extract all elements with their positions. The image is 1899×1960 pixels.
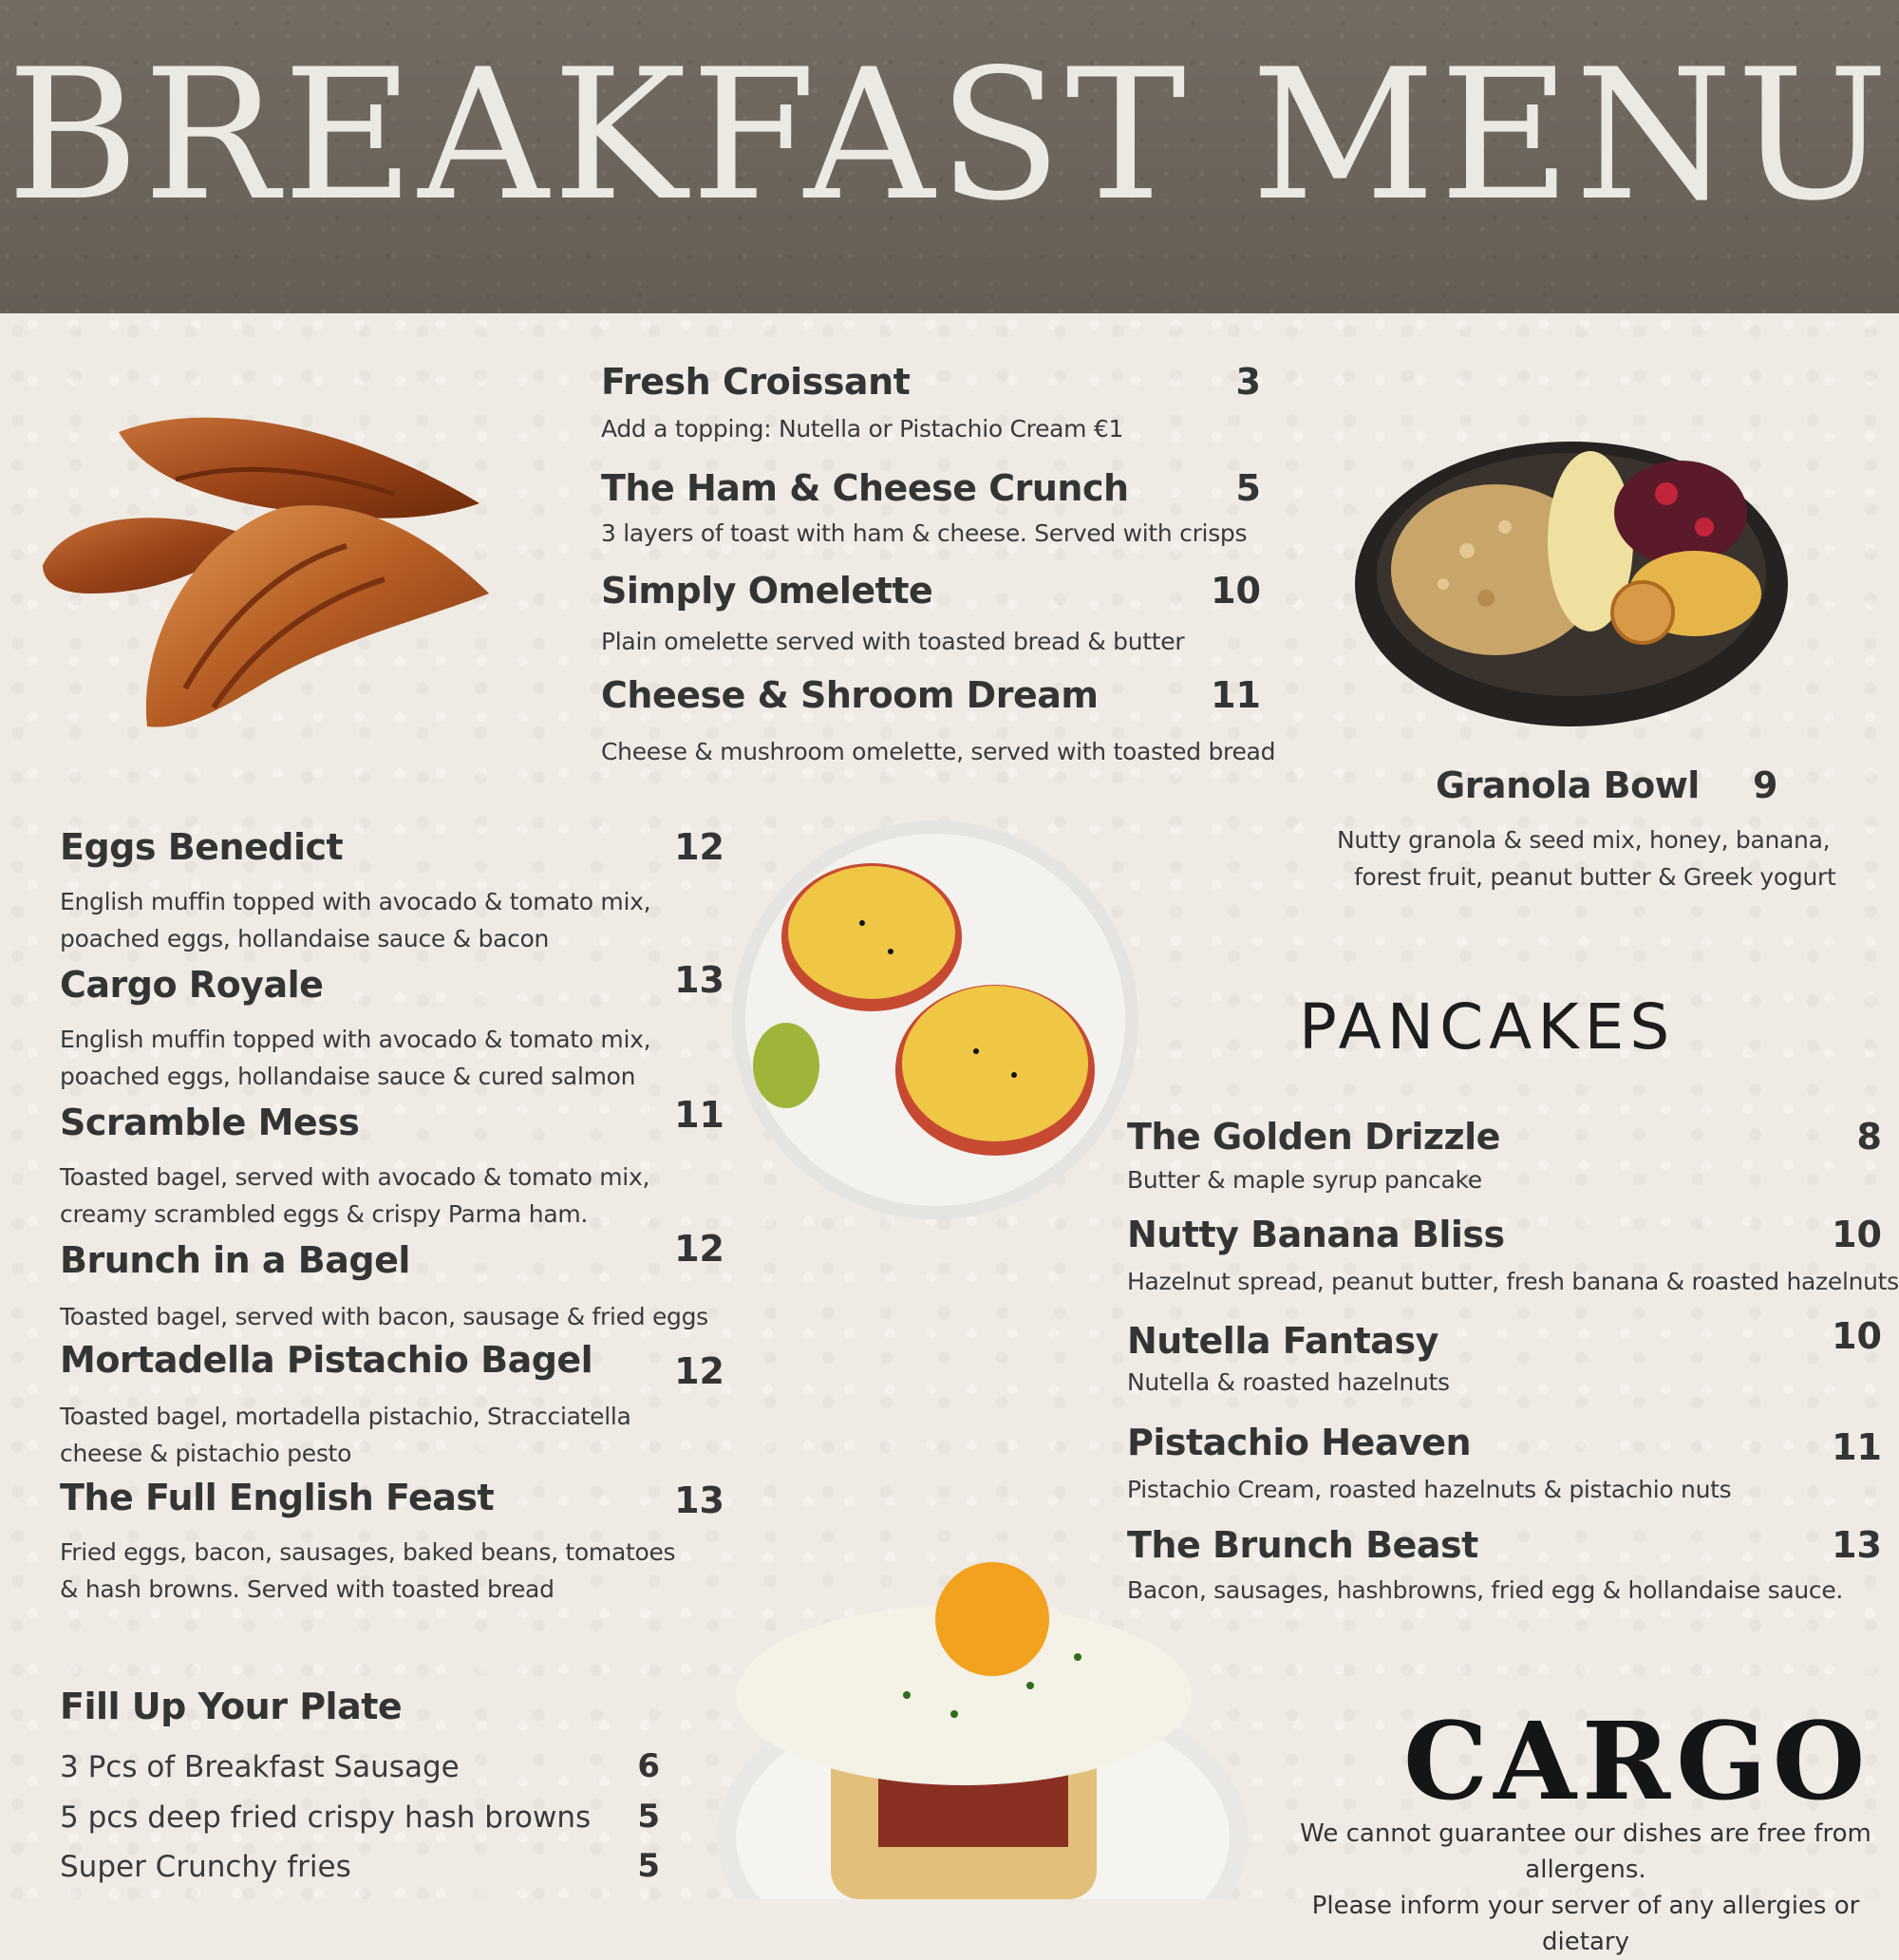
item-name: Brunch in a Bagel — [60, 1239, 410, 1281]
allergy-line: Please inform your server of any allergies or dietary — [1311, 1892, 1860, 1956]
pancakes-heading: PANCAKES — [1299, 990, 1676, 1064]
menu-item — [60, 1228, 724, 1334]
item-description: poached eggs, hollandaise sauce & bacon — [60, 925, 550, 952]
item-description: & hash browns. Served with toasted bread — [60, 1575, 555, 1603]
item-price: 13 — [1832, 1524, 1882, 1566]
item-name: Nutty Banana Bliss — [1127, 1214, 1505, 1255]
item-price: 3 — [1235, 361, 1261, 403]
item-name: Cargo Royale — [60, 964, 324, 1006]
item-description: 3 layers of toast with ham & cheese. Served with crisps — [601, 519, 1248, 547]
pancake-item — [1127, 1524, 1882, 1604]
side-item-price: 5 — [637, 1798, 660, 1836]
pancake-item — [1127, 1116, 1882, 1192]
item-description: Toasted bagel, served with avocado & tomato mix, — [60, 1163, 650, 1191]
item-price: 12 — [674, 826, 724, 868]
side-item-price: 6 — [637, 1747, 660, 1785]
item-price: 11 — [1211, 674, 1261, 716]
menu-item — [60, 1477, 724, 1603]
eggs-benedict-photo — [729, 819, 1142, 1222]
menu-item — [60, 959, 724, 1090]
item-price: 10 — [1832, 1214, 1882, 1255]
sides-heading: Fill Up Your Plate — [60, 1686, 403, 1727]
header-banner — [0, 0, 1899, 313]
granola-desc-line1: Nutty granola & seed mix, honey, banana, — [1337, 826, 1831, 854]
item-description: Bacon, sausages, hashbrowns, fried egg & hollandaise sauce. — [1127, 1576, 1844, 1604]
item-description: Nutella & roasted hazelnuts — [1127, 1368, 1450, 1396]
item-description: creamy scrambled eggs & crispy Parma ham. — [60, 1200, 589, 1228]
item-description: Pistachio Cream, roasted hazelnuts & pistachio nuts — [1127, 1476, 1732, 1503]
item-description: English muffin topped with avocado & tomato mix, — [60, 1026, 651, 1053]
item-name: Cheese & Shroom Dream — [601, 674, 1099, 716]
side-item-price: 5 — [637, 1847, 660, 1885]
item-name: Fresh Croissant — [601, 361, 911, 403]
item-name: The Ham & Cheese Crunch — [601, 467, 1129, 509]
item-price: 12 — [674, 1350, 724, 1392]
side-item-name: 5 pcs deep fried crispy hash browns — [60, 1800, 592, 1835]
granola-desc-line2: forest fruit, peanut butter & Greek yogurt — [1354, 863, 1836, 891]
side-item-name: 3 Pcs of Breakfast Sausage — [60, 1750, 460, 1784]
item-price: 13 — [674, 1479, 724, 1521]
item-name: Eggs Benedict — [60, 826, 344, 868]
item-description: Cheese & mushroom omelette, served with toasted bread — [601, 738, 1276, 765]
menu-item — [601, 361, 1261, 446]
item-description: poached eggs, hollandaise sauce & cured salmon — [60, 1063, 636, 1090]
menu-item — [601, 467, 1261, 553]
item-description: Plain omelette served with toasted bread & butter — [601, 628, 1185, 655]
menu-item — [601, 674, 1276, 769]
item-description: Hazelnut spread, peanut butter, fresh banana & roasted hazelnuts — [1127, 1268, 1899, 1295]
pancake-item — [1127, 1422, 1882, 1503]
menu-title: BREAKFAST MENU — [7, 30, 1892, 240]
item-price: 8 — [1856, 1116, 1882, 1158]
granola-price: 9 — [1753, 764, 1778, 806]
side-item-name: Super Crunchy fries — [60, 1850, 351, 1884]
item-description: cheese & pistachio pesto — [60, 1440, 352, 1467]
item-price: 11 — [674, 1094, 724, 1136]
pancake-item — [1127, 1214, 1899, 1295]
item-description: Add a topping: Nutella or Pistachio Cream €1 — [601, 415, 1124, 443]
item-price: 5 — [1235, 467, 1261, 509]
allergy-note — [1272, 1816, 1899, 1960]
pancake-item — [1127, 1315, 1882, 1396]
item-name: The Brunch Beast — [1127, 1524, 1478, 1566]
item-name: The Full English Feast — [60, 1477, 495, 1518]
allergy-line: We cannot guarantee our dishes are free from allergens. — [1300, 1819, 1871, 1884]
item-description: Toasted bagel, served with bacon, sausage & fried eggs — [60, 1303, 708, 1330]
item-price: 10 — [1211, 570, 1261, 612]
granola-bowl-photo — [1353, 437, 1790, 731]
item-price: 12 — [674, 1228, 724, 1270]
item-price: 10 — [1832, 1315, 1882, 1357]
item-description: Butter & maple syrup pancake — [1127, 1166, 1482, 1194]
item-name: Simply Omelette — [601, 570, 933, 612]
item-name: The Golden Drizzle — [1127, 1116, 1500, 1158]
granola-name: Granola Bowl — [1436, 764, 1700, 806]
item-description: Fried eggs, bacon, sausages, baked beans, tomatoes — [60, 1538, 676, 1566]
item-description: English muffin topped with avocado & tomato mix, — [60, 888, 651, 915]
item-name: Nutella Fantasy — [1127, 1320, 1438, 1362]
item-price: 13 — [674, 959, 724, 1001]
menu-item — [601, 570, 1261, 660]
item-description: Toasted bagel, mortadella pistachio, Stracciatella — [60, 1403, 631, 1430]
item-price: 11 — [1832, 1426, 1882, 1468]
menu-item — [60, 1339, 724, 1467]
item-name: Scramble Mess — [60, 1102, 360, 1143]
cargo-logo: CARGO — [1403, 1700, 1871, 1824]
menu-item — [60, 826, 724, 950]
item-name: Pistachio Heaven — [1127, 1422, 1472, 1463]
croissant-photo — [33, 404, 527, 741]
menu-item — [60, 1094, 724, 1228]
item-name: Mortadella Pistachio Bagel — [60, 1339, 593, 1381]
